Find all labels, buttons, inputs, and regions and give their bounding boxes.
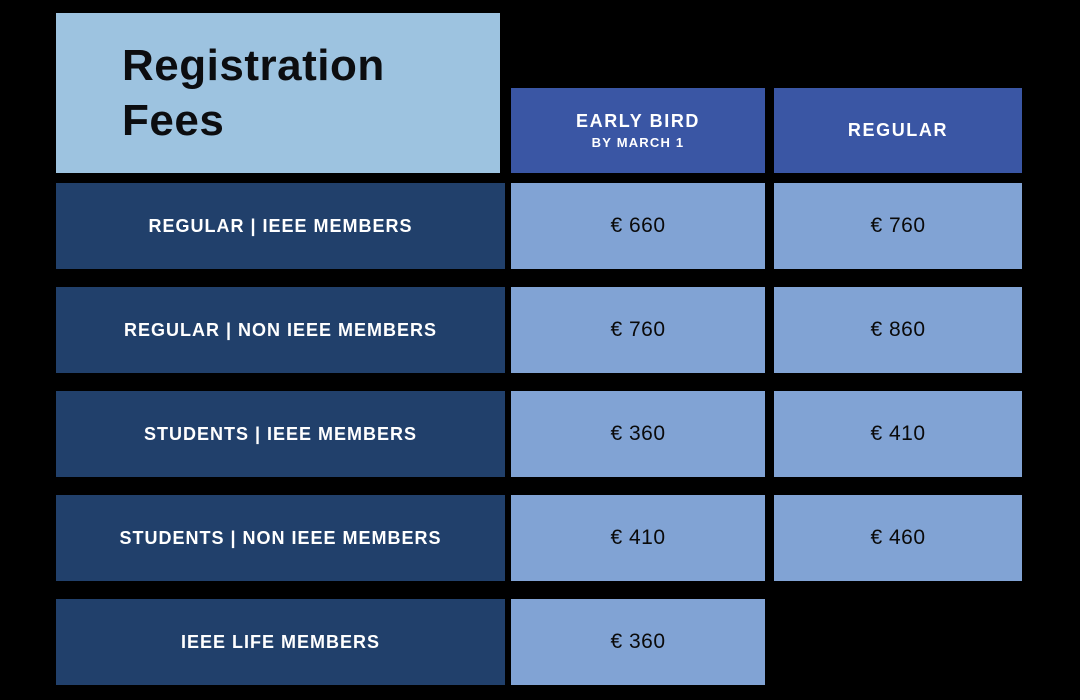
price-cell-early-bird: € 410 (511, 495, 765, 581)
table-row (0, 599, 1080, 685)
price-cell-early-bird: € 760 (511, 287, 765, 373)
row-label-students-ieee-members: STUDENTS | IEEE MEMBERS (56, 391, 505, 477)
price-cell-regular: € 760 (774, 183, 1022, 269)
column-header-early-bird-sublabel: BY MARCH 1 (591, 135, 685, 150)
row-label-ieee-life-members: IEEE LIFE MEMBERS (56, 599, 505, 685)
row-label-regular-ieee-members: REGULAR | IEEE MEMBERS (56, 183, 505, 269)
page-title: Registration Fees (122, 41, 385, 145)
column-header-early-bird (511, 88, 765, 173)
price-cell-regular: € 860 (774, 287, 1022, 373)
title-block (56, 13, 500, 173)
table-row (0, 183, 1080, 269)
column-header-regular (774, 88, 1022, 173)
column-header-regular-label: REGULAR (847, 120, 949, 140)
column-header-early-bird-label: EARLY BIRD (575, 111, 701, 131)
table-row (0, 495, 1080, 581)
price-cell-regular: € 460 (774, 495, 1022, 581)
price-cell-early-bird: € 360 (511, 391, 765, 477)
row-label-students-non-ieee-members: STUDENTS | NON IEEE MEMBERS (56, 495, 505, 581)
table-row (0, 287, 1080, 373)
row-label-regular-non-ieee-members: REGULAR | NON IEEE MEMBERS (56, 287, 505, 373)
price-cell-regular: € 410 (774, 391, 1022, 477)
price-cell-early-bird: € 660 (511, 183, 765, 269)
table-row (0, 391, 1080, 477)
price-cell-early-bird: € 360 (511, 599, 765, 685)
